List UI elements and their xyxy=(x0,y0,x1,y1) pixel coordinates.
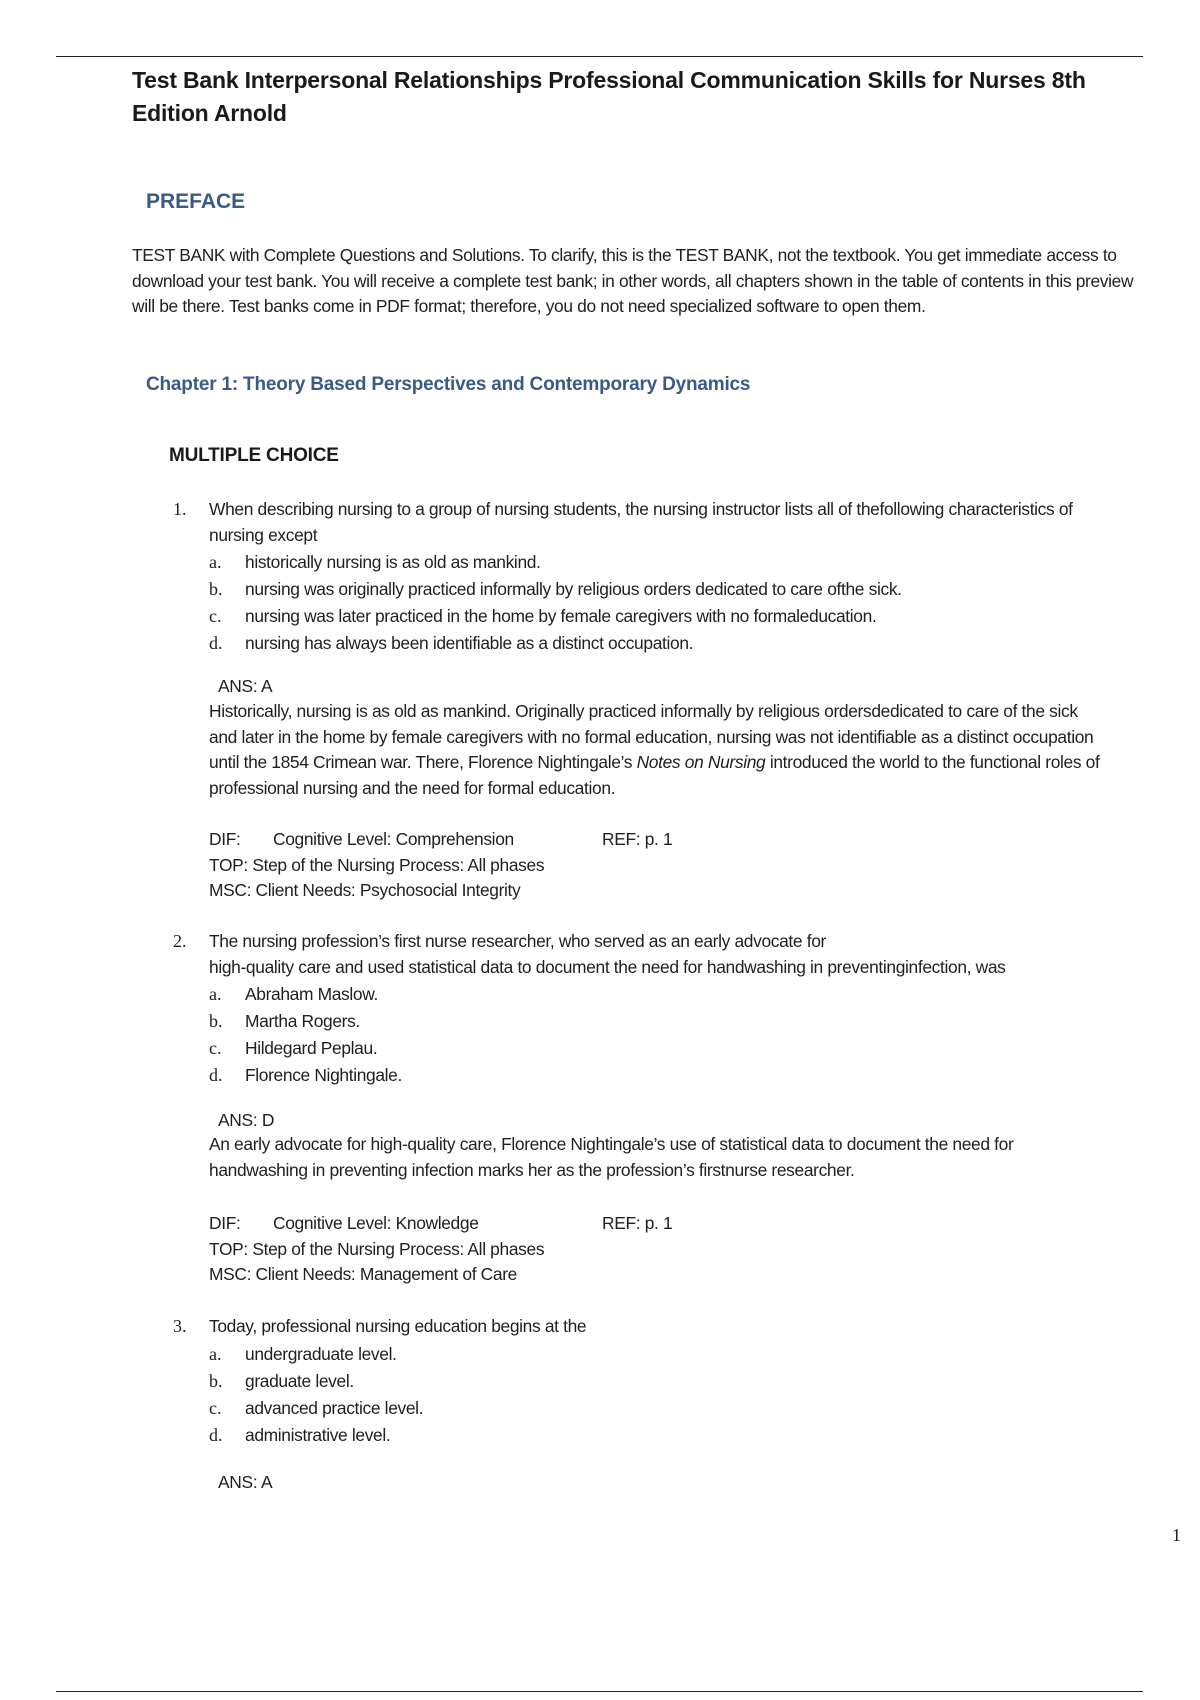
chapter-heading: Chapter 1: Theory Based Perspectives and Contemporary Dynamics xyxy=(146,374,751,395)
answer-option-c xyxy=(209,603,1109,630)
option-letter: d. xyxy=(209,1425,223,1445)
question-stem-line-1: The nursing profession’s first nurse researcher, who served as an early advocate for xyxy=(209,931,826,951)
page-reference: REF: p. 1 xyxy=(602,829,673,849)
option-text: Hildegard Peplau. xyxy=(245,1038,378,1058)
option-letter: c. xyxy=(209,1038,222,1058)
difficulty-value: Cognitive Level: Knowledge xyxy=(273,1213,479,1233)
answer-key: ANS: D xyxy=(218,1110,275,1130)
option-text: nursing was originally practiced informally by religious orders dedicated to care ofthe sick. xyxy=(245,579,902,599)
option-letter: d. xyxy=(209,633,223,653)
answer-rationale: An early advocate for high-quality care, Florence Nightingale’s use of statistical data to document the need for handwashing in preventing infection marks her as the profession’s firstnurse researcher. xyxy=(209,1134,1014,1180)
option-text: undergraduate level. xyxy=(245,1344,397,1364)
option-letter: a. xyxy=(209,552,222,572)
answer-option-b xyxy=(209,1008,1109,1035)
answer-option-d xyxy=(209,1422,1109,1449)
answer-option-b xyxy=(209,1368,1109,1395)
answer-option-a xyxy=(209,981,1109,1008)
option-letter: a. xyxy=(209,984,222,1004)
question-number: 3. xyxy=(173,1316,187,1336)
option-letter: d. xyxy=(209,1065,223,1085)
question-number: 1. xyxy=(173,499,187,519)
answer-option-d xyxy=(209,630,1109,657)
document-title: Test Bank Interpersonal Relationships Professional Communication Skills for Nurses 8th Edition Arnold xyxy=(132,67,1086,126)
client-needs-line: MSC: Client Needs: Psychosocial Integrity xyxy=(209,880,521,900)
option-letter: c. xyxy=(209,606,222,626)
option-letter: a. xyxy=(209,1344,222,1364)
question-stem: When describing nursing to a group of nursing students, the nursing instructor lists all of thefollowing characteristics of nursing except xyxy=(209,499,1073,545)
option-text: Florence Nightingale. xyxy=(245,1065,402,1085)
option-letter: b. xyxy=(209,1011,223,1031)
question-number: 2. xyxy=(173,931,187,951)
option-text: graduate level. xyxy=(245,1371,354,1391)
question-metadata xyxy=(209,827,909,904)
rationale-book-title: Notes on Nursing xyxy=(636,752,766,773)
option-text: advanced practice level. xyxy=(245,1398,424,1418)
question-stem-line-2: high-quality care and used statistical data to document the need for handwashing in preventinginfection, was xyxy=(209,957,1006,977)
rationale-text: introduced the world to the functional roles of professional nursing and the need for formal education. xyxy=(209,752,1100,799)
page-number: 1 xyxy=(1172,1525,1181,1545)
option-text: Abraham Maslow. xyxy=(245,984,378,1004)
answer-option-a xyxy=(209,1341,1109,1368)
difficulty-value: Cognitive Level: Comprehension xyxy=(273,829,514,849)
preface-heading: PREFACE xyxy=(146,190,246,213)
question-stem: Today, professional nursing education begins at the xyxy=(209,1316,587,1336)
top-rule xyxy=(56,56,1143,57)
answer-key: ANS: A xyxy=(218,676,273,696)
option-text: nursing has always been identifiable as a distinct occupation. xyxy=(245,633,694,653)
question-metadata xyxy=(209,1211,909,1288)
client-needs-line: MSC: Client Needs: Management of Care xyxy=(209,1264,517,1284)
preface-paragraph: TEST BANK with Complete Questions and Solutions. To clarify, this is the TEST BANK, not the textbook. You get immediate access to download your test bank. You will receive a complete test bank; in other words, all chapters shown in the table of contents in this preview will be there. Test banks come in PDF format; therefore, you do not need specialized software to open them. xyxy=(132,245,1134,316)
option-letter: c. xyxy=(209,1398,222,1418)
answer-option-a xyxy=(209,549,1109,576)
topic-line: TOP: Step of the Nursing Process: All phases xyxy=(209,854,545,875)
option-letter: b. xyxy=(209,1371,223,1391)
answer-option-d xyxy=(209,1062,1109,1089)
bottom-rule xyxy=(56,1691,1143,1692)
option-text: nursing was later practiced in the home by female caregivers with no formaleducation. xyxy=(245,606,877,626)
answer-option-c xyxy=(209,1035,1109,1062)
answer-option-b xyxy=(209,576,1109,603)
option-text: administrative level. xyxy=(245,1425,391,1445)
section-heading: MULTIPLE CHOICE xyxy=(169,445,339,466)
difficulty-label: DIF: xyxy=(209,1213,241,1233)
answer-key: ANS: A xyxy=(218,1472,273,1492)
rationale-text: Historically, nursing is as old as mankind. Originally practiced informally by religious ordersdedicated to care of the sick and later in the home by female caregivers with no formal education, nursing was not identifiable as a distinct occupation until the 1854 Crimean war. There, Florence Nightingale’s xyxy=(209,701,1094,773)
option-text: historically nursing is as old as mankind. xyxy=(245,552,541,572)
answer-rationale xyxy=(209,699,1109,802)
page-reference: REF: p. 1 xyxy=(602,1213,673,1233)
difficulty-label: DIF: xyxy=(209,829,241,849)
option-text: Martha Rogers. xyxy=(245,1011,360,1031)
option-letter: b. xyxy=(209,579,223,599)
answer-option-c xyxy=(209,1395,1109,1422)
topic-line: TOP: Step of the Nursing Process: All phases xyxy=(209,1238,545,1259)
